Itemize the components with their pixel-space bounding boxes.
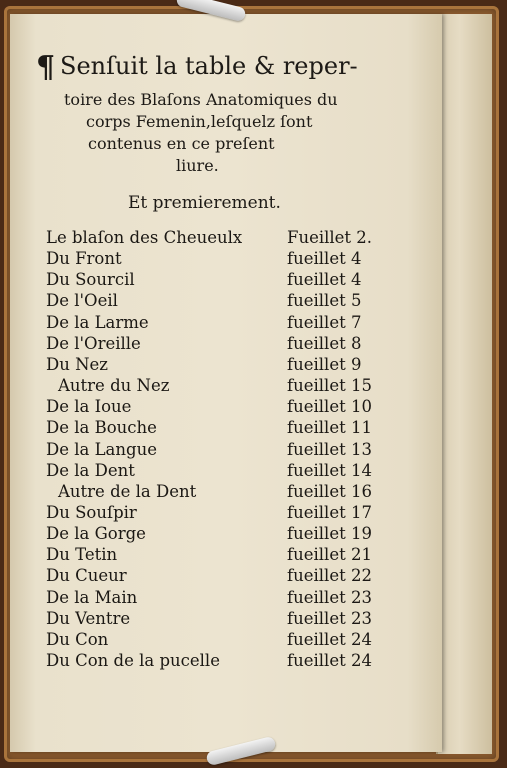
entry-folio: fueillet 19 <box>287 524 372 544</box>
toc-entry <box>46 397 386 418</box>
entry-title: Du Con <box>46 629 109 649</box>
toc-entry <box>46 228 386 249</box>
entry-title: De la Ioue <box>46 397 132 417</box>
entry-folio: fueillet 15 <box>287 376 372 396</box>
toc-entry <box>46 651 386 672</box>
subheading: Et premierement. <box>128 193 281 213</box>
entry-folio: fueillet 4 <box>287 249 362 269</box>
heading-line-4: contenus en ce preſent <box>88 134 275 153</box>
toc-entry <box>46 313 386 334</box>
entry-title: Du Tetin <box>46 545 118 565</box>
toc-entry <box>46 270 386 291</box>
entry-title: Du Souſpir <box>46 502 137 522</box>
page-edges <box>436 14 492 754</box>
toc-entry <box>46 376 386 397</box>
toc-entry <box>46 418 386 439</box>
toc-entry <box>46 334 386 355</box>
entry-folio: fueillet 14 <box>287 460 372 480</box>
toc-entry <box>46 524 386 545</box>
entry-title: Du Front <box>46 249 122 269</box>
entry-folio: fueillet 11 <box>287 418 372 438</box>
entry-title: Du Nez <box>46 354 108 374</box>
entry-title: Le blaſon des Cheueulx <box>46 228 243 247</box>
entry-folio: fueillet 22 <box>287 566 372 586</box>
entry-folio: fueillet 10 <box>287 397 372 417</box>
entry-folio: Fueillet 2. <box>287 228 373 247</box>
entry-title: Autre de la Dent <box>58 481 197 501</box>
entry-title: De la Langue <box>46 439 157 459</box>
toc-entry <box>46 482 386 503</box>
heading-line-2: toire des Blaſons Anatomiques du <box>64 90 338 109</box>
entry-title: Du Con de la pucelle <box>46 651 220 670</box>
entry-folio: fueillet 17 <box>287 502 372 522</box>
heading-line-3: corps Femenin,leſquelz ſont <box>86 112 313 131</box>
entry-title: De l'Oeil <box>46 291 118 311</box>
entry-title: De la Gorge <box>46 524 146 544</box>
toc-entry <box>46 440 386 461</box>
entry-folio: fueillet 16 <box>287 481 372 501</box>
toc-entry <box>46 630 386 651</box>
entry-title: De la Dent <box>46 460 135 480</box>
entry-title: Du Ventre <box>46 608 131 628</box>
entry-title: Du Sourcil <box>46 270 135 290</box>
entry-title: De l'Oreille <box>46 333 141 353</box>
entry-title: De la Main <box>46 587 138 607</box>
toc-entry <box>46 461 386 482</box>
entry-folio: fueillet 24 <box>287 629 372 649</box>
toc-entry <box>46 503 386 524</box>
toc-entry <box>46 355 386 376</box>
toc-entry <box>46 249 386 270</box>
toc-entry <box>46 588 386 609</box>
heading-line-1: Senſuit la table & reper- <box>60 52 358 80</box>
entry-folio: fueillet 21 <box>287 545 372 565</box>
entry-folio: fueillet 7 <box>287 312 362 332</box>
entry-title: Du Cueur <box>46 566 127 586</box>
toc-entry <box>46 609 386 630</box>
entry-folio: fueillet 23 <box>287 587 372 607</box>
toc-entry <box>46 291 386 312</box>
entry-title: De la Larme <box>46 312 149 332</box>
entry-folio: fueillet 24 <box>287 651 372 670</box>
heading-line-5: liure. <box>176 156 219 175</box>
entry-folio: fueillet 5 <box>287 291 362 311</box>
entry-title: De la Bouche <box>46 418 157 438</box>
entry-title: Autre du Nez <box>58 376 170 396</box>
pilcrow-icon: ¶ <box>36 50 56 85</box>
entry-folio: fueillet 13 <box>287 439 372 459</box>
entry-folio: fueillet 4 <box>287 270 362 290</box>
toc-entry <box>46 545 386 566</box>
entry-folio: fueillet 23 <box>287 608 372 628</box>
entry-folio: fueillet 8 <box>287 333 362 353</box>
entry-folio: fueillet 9 <box>287 354 362 374</box>
toc-entry <box>46 566 386 587</box>
